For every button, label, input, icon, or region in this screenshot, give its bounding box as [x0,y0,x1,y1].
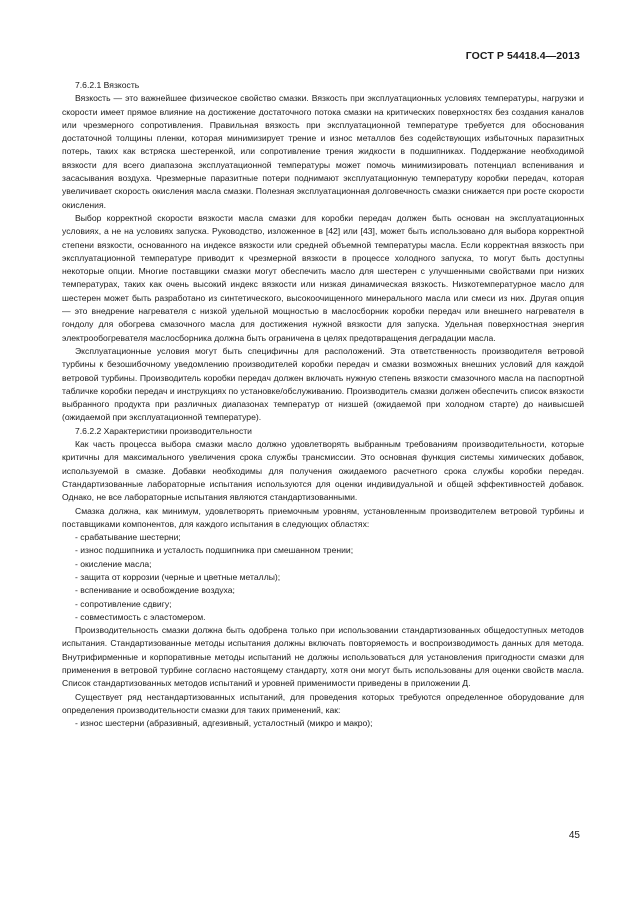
paragraph-operating-conditions: Эксплуатационные условия могут быть специфичны для расположений. Эта ответственность производителя ветровой турбины к безошибочному уведомлению производителей коробки передач и смазки возможных внешних условий для каждой ветровой турбины. Производитель коробки передач должен включать нужную степень вязкости смазочного масла на паспортной табличке коробки передач и инструкциях по установке/обслуживанию. Производитель смазки должен обеспечить список вязкости выбранного продукта при различных диапазонах температур от низшей (ожидаемой при холодном старте) до наивысшей (ожидаемой при эксплуатационной температуре). [62,345,584,423]
list-item: - окисление масла; [75,558,152,569]
paragraph-acceptance-levels: Смазка должна, как минимум, удовлетворять приемочным уровням, установленным производителем ветровой турбины и поставщиками компонентов, для каждого испытания в следующих областях: [62,505,584,529]
list-item: - срабатывание шестерни; [75,532,181,543]
test-areas-list [62,531,584,624]
page-number: 45 [568,830,580,841]
section-heading-performance: 7.6.2.2 Характеристики производительности [75,425,252,436]
paragraph-nonstandard-tests: Существует ряд нестандартизованных испытаний, для проведения которых требуются определенное оборудование для определения производительности смазки для таких применений, как: [62,691,584,715]
list-item: - износ шестерни (абразивный, адгезивный, усталостный (микро и макро); [75,718,373,729]
paragraph-performance-requirements: Как часть процесса выбора смазки масло должно удовлетворять выбранным требованиям производительности, которые критичны для максимального увеличения срока службы трансмиссии. Это основная функция системы химических добавок, используемой в смазке. Добавки необходимы для получения ожидаемого расчетного срока службы коробки передач. Стандартизованные лабораторные испытания используются для оценки индивидуальной и общей эффективностей добавок. Однако, не все лабораторные испытания являются стандартизованными. [62,439,584,503]
paragraph-viscosity-definition: Вязкость — это важнейшее физическое свойство смазки. Вязкость при эксплуатационных условиях температуры, нагрузки и скорости имеет прямое влияние на достижение достаточного потока смазки на критических поверхностях без создания каналов или чрезмерного сопротивления. Правильная вязкость при эксплуатационной температуре требуется для обоснования достаточной толщины пленки, которая минимизирует трение и износ металлов без содействующих избыточных паразитных потерь, таких как встряска шестеренкой, или сопротивление трения жидкости в подшипниках. Поддержание необходимой вязкости для всего диапазона эксплуатационной температуры может помочь минимизировать потенциал вспенивания и засасывания воздуха. Чрезмерные паразитные потери поднимают эксплуатационную температуру коробки передач, которая увеличивает скорость окисления масла смазки. Полезная эксплуатационная долговечность смазки снижается при росте скорости окисления. [62,93,584,210]
list-item: - сопротивление сдвигу; [75,598,172,609]
standard-code-header: ГОСТ Р 54418.4—2013 [465,50,580,62]
list-item: - износ подшипника и усталость подшипника при смешанном трении; [75,545,354,556]
nonstandard-tests-list [62,717,584,730]
list-item: - вспенивание и освобождение воздуха; [75,585,235,596]
paragraph-standardized-methods: Производительность смазки должна быть одобрена только при использовании стандартизованных общедоступных методов испытания. Стандартизованные методы испытания должны включать повторяемость и воспроизводимость данных для метода. Внутрифирменные и корпоративные методы испытаний не должны использоваться для установления пригодности смазки для применения в ветровой турбине согласно настоящему стандарту, хотя они могут быть использованы для оценки свойств масла. Список стандартизованных методов испытаний и уровней применимости приведены в приложении Д. [62,625,584,689]
list-item: - совместимость с эластомером. [75,611,206,622]
paragraph-viscosity-selection: Выбор корректной скорости вязкости масла смазки для коробки передач должен быть основан на эксплуатационных условиях, а не на условиях запуска. Руководство, изложенное в [42] или [43], может быть использовано для выбора корректной степени вязкости, основанного на индексе вязкости или средней объемной температуры масла. Если корректная вязкость при эксплуатационной температуре приводит к чрезмерной вязкости в процессе холодного запуска, то могут быть доступны некоторые опции. Многие поставщики смазки могут обеспечить масло для шестерен с улучшенными свойствами при низких температурах, таких как очень высокий индекс вязкости или низкая динамическая вязкость. Низкотемпературное масло для шестерен может быть разработано из синтетического, высокоочищенного минерального масла или смеси из них. Другая опция — это внедрение нагревателя с низкой удельной мощностью в маслосборник коробки передач или внешнего нагревателя в гондолу для обогрева смазочного масла для достижения нужной вязкости для запуска. Удельная поверхностная энергия электрообогревателя маслосборника должна быть ограничена в целях предотвращения деградации масла. [62,212,584,343]
list-item: - защита от коррозии (черные и цветные металлы); [75,571,281,582]
section-heading-viscosity: 7.6.2.1 Вязкость [75,80,140,90]
page-content [62,79,584,731]
